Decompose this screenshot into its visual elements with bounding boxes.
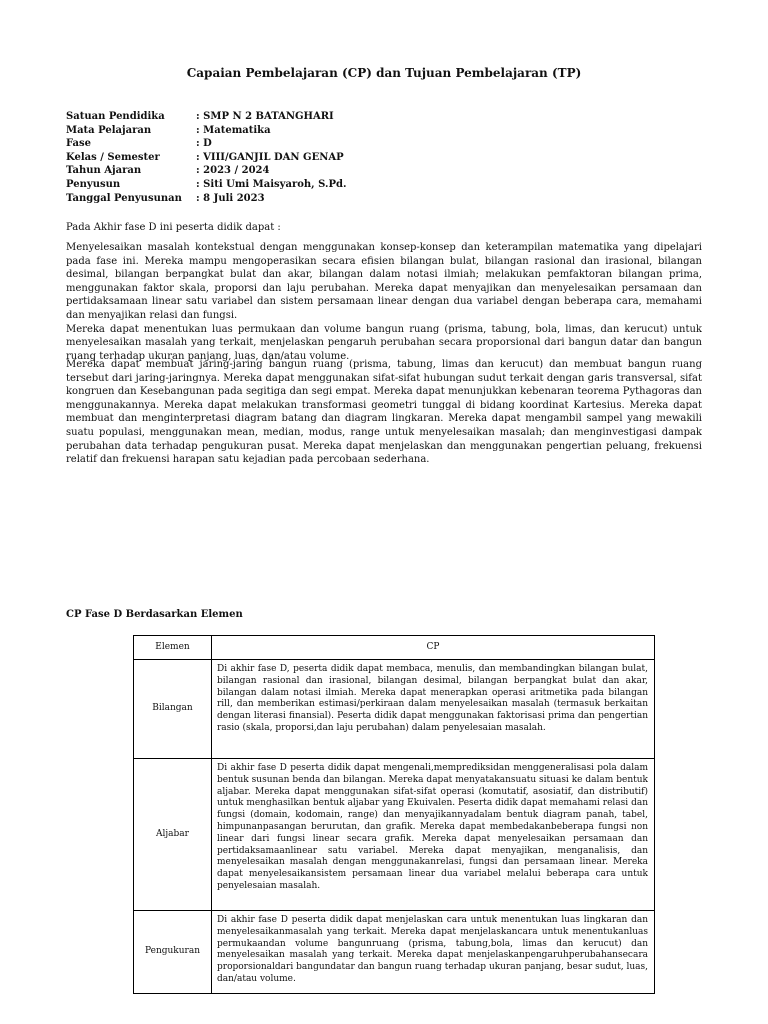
info-value: : 2023 / 2024 — [196, 165, 270, 177]
paragraph-2: Mereka dapat membuat jaring-jaring bangun ruang (prisma, tabung, limas dan kerucut) dan membuat bangun ruang tersebut dari jaring-jaringnya. Mereka dapat menggunakan sifat-sifat hubungan sudut terkait dengan garis transversal, sifat kongruen dan Kesebangunan pada segitiga dan segi empat. Mereka dapat menunjukkan kebenaran teorema Pythagoras dan menggunakannya. Mereka dapat melakukan transformasi geometri tunggal di bidang koordinat Kartesius. Mereka dapat membuat dan menginterpretasi diagram batang dan diagram lingkaran. Mereka dapat mengambil sampel yang mewakili suatu populasi, menggunakan mean, median, modus, range untuk menyelesaikan masalah; dan menginvestigasi dampak perubahan data terhadap pengukuran pusat. Mereka dapat menjelaskan dan menggunakan pengertian peluang, frekuensi relatif dan frekuensi harapan satu kejadian pada percobaan sederhana. — [66, 359, 702, 466]
elemen-cell: Pengukuran — [134, 911, 212, 994]
paragraph-1b: Mereka dapat menentukan luas permukaan dan volume bangun ruang (prisma, tabung, bola, limas, dan kerucut) untuk menyelesaikan masalah yang terkait, menjelaskan pengaruh perubahan secara proporsional dari bangun datar dan bangun ruang terhadap ukuran panjang, luas, dan/atau volume. — [66, 323, 702, 362]
info-row — [66, 124, 346, 138]
table-row — [134, 911, 655, 994]
info-value: : 8 Juli 2023 — [196, 192, 265, 204]
info-row — [66, 178, 346, 192]
info-label: Kelas / Semester — [66, 151, 160, 163]
info-row — [66, 164, 346, 178]
info-row — [66, 137, 346, 151]
table-row — [134, 660, 655, 759]
header-cp: CP — [212, 636, 655, 660]
document-title: Capaian Pembelajaran (CP) dan Tujuan Pembelajaran (TP) — [186, 66, 582, 80]
info-value: : Matematika — [196, 124, 271, 136]
elemen-cell: Aljabar — [134, 759, 212, 911]
info-value: : Siti Umi Maisyaroh, S.Pd. — [196, 178, 347, 190]
info-value: : D — [196, 138, 212, 150]
info-label: Tanggal Penyusunan — [66, 192, 182, 204]
identity-block — [66, 110, 346, 205]
info-label: Satuan Pendidika — [66, 111, 165, 122]
info-row — [66, 151, 346, 165]
info-label: Tahun Ajaran — [66, 165, 142, 177]
info-row — [66, 110, 346, 124]
info-row — [66, 192, 346, 206]
cp-cell: Di akhir fase D peserta didik dapat mengenali,memprediksidan menggeneralisasi pola dalam bentuk susunan benda dan bilangan. Mereka dapat menyatakansuatu situasi ke dalam bentuk aljabar. Mereka dapat menggunakan sifat-sifat operasi (komutatif, asosiatif, dan distributif) untuk menghasilkan bentuk aljabar yang Ekuivalen. Peserta didik dapat memahami relasi dan fungsi (domain, kodomain, range) dan menyajikannyadalam bentuk diagram panah, tabel, himpunanpasangan berurutan, dan grafik. Mereka dapat membedakanbeberapa fungsi non linear dari fungsi linear secara grafik. Mereka dapat menyelesaikan persamaan dan pertidaksamaanlinear satu variabel. Mereka dapat menyajikan, menganalisis, dan menyelesaikan masalah dengan menggunakanrelasi, fungsi dan persamaan linear. Mereka dapat menyelesaikansistem persamaan linear dua variabel melalui beberapa cara untuk penyelesaian masalah. — [212, 759, 655, 911]
section-title: CP Fase D Berdasarkan Elemen — [66, 609, 243, 620]
info-label: Mata Pelajaran — [66, 124, 152, 136]
paragraph-1a: Menyelesaikan masalah kontekstual dengan menggunakan konsep-konsep dan keterampilan matematika yang dipelajari pada fase ini. Mereka mampu mengoperasikan secara efisien bilangan bulat, bilangan rasional dan irasional, bilangan desimal, bilangan berpangkat bulat dan akar, bilangan dalam notasi ilmiah; melakukan pemfaktoran bilangan prima, menggunakan faktor skala, proporsi dan laju perubahan. Mereka dapat menyajikan dan menyelesaikan persamaan dan pertidaksamaan linear satu variabel dan sistem persamaan linear dengan dua variabel dengan beberapa cara, memahami dan menyajikan relasi dan fungsi. — [66, 242, 702, 321]
info-value: : SMP N 2 BATANGHARI — [196, 111, 334, 122]
table-row — [134, 759, 655, 911]
intro-text: Pada Akhir fase D ini peserta didik dapat : — [66, 222, 281, 233]
info-value: : VIII/GANJIL DAN GENAP — [196, 151, 344, 163]
cp-table — [133, 635, 655, 994]
paragraph-1 — [66, 241, 702, 363]
header-elemen: Elemen — [134, 636, 212, 660]
info-label: Fase — [66, 138, 92, 150]
cp-cell: Di akhir fase D, peserta didik dapat membaca, menulis, dan membandingkan bilangan bulat, bilangan rasional dan irasional, bilangan desimal, bilangan berpangkat bulat dan akar, bilangan dalam notasi ilmiah. Mereka dapat menerapkan operasi aritmetika pada bilangan rill, dan memberikan estimasi/perkiraan dalam menyelesaikan masalah (termasuk berkaitan dengan literasi finansial). Peserta didik dapat menggunakan faktorisasi prima dan pengertian rasio (skala, proporsi,dan laju perubahan) dalam penyelesaian masalah. — [212, 660, 655, 759]
elemen-cell: Bilangan — [134, 660, 212, 759]
cp-cell: Di akhir fase D peserta didik dapat menjelaskan cara untuk menentukan luas lingkaran dan menyelesaikanmasalah yang terkait. Mereka dapat menjelaskancara untuk menentukanluas permukaandan volume bangunruang (prisma, tabung,bola, limas dan kerucut) dan menyelesaikan masalah yang terkait. Mereka dapat menjelaskanpengaruhperubahansecara proporsionaldari bangundatar dan bangun ruang terhadap ukuran panjang, besar sudut, luas, dan/atau volume. — [212, 911, 655, 994]
info-label: Penyusun — [66, 178, 121, 190]
table-header-row — [134, 636, 655, 660]
